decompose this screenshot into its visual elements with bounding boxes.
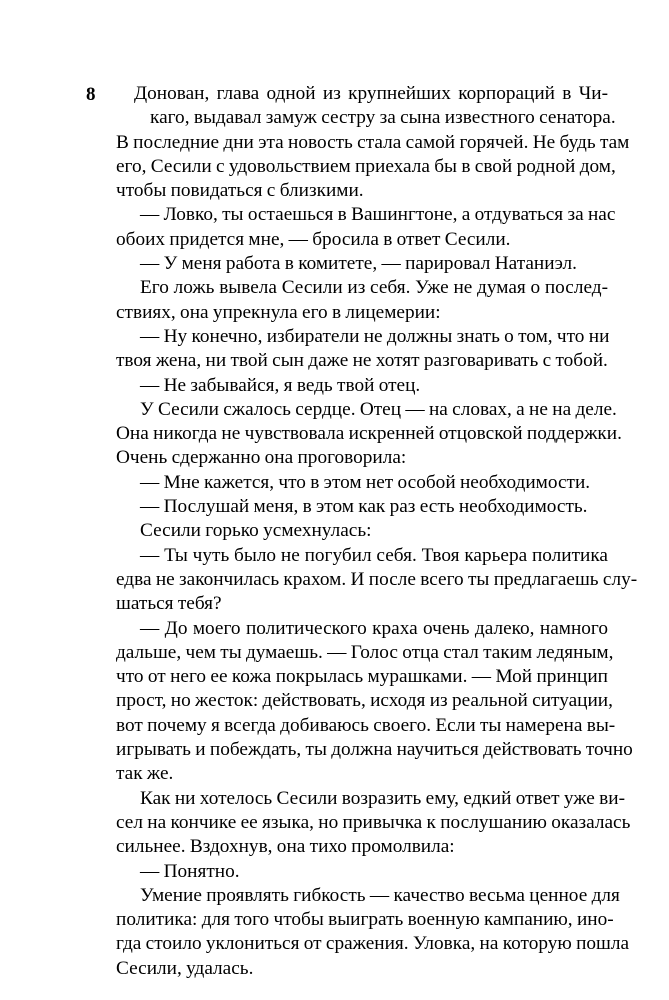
text-line: едва не закончилась крахом. И после всего ты предлагаешь слу-	[116, 568, 638, 590]
text-line: вот почему я всегда добиваюсь своего. Если ты намерена вы-	[116, 714, 616, 736]
page-number: 8	[86, 84, 96, 105]
text-line: — Не забывайся, я ведь твой отец.	[140, 374, 421, 396]
text-line: Его ложь вывела Сесили из себя. Уже не думая о послед-	[140, 277, 608, 299]
text-line: Сесили горько усмехнулась:	[140, 520, 372, 542]
text-line: Она никогда не чувствовала искренней отцовской поддержки.	[116, 423, 622, 445]
text-line: его, Сесили с удовольствием приехала бы в свой родной дом,	[116, 155, 616, 177]
text-line: Донован, глава одной из крупнейших корпораций в Чи-	[134, 83, 608, 104]
text-line: — До моего политического краха очень далеко, намного	[140, 617, 608, 639]
text-line: гда стоило уклониться от сражения. Уловка, на которую пошла	[116, 933, 630, 955]
page-body-text	[116, 82, 638, 981]
text-line: — Мне кажется, что в этом нет особой необходимости.	[140, 471, 591, 493]
text-line: — Ты чуть было не погубил себя. Твоя карьера политика	[140, 544, 608, 566]
text-line: сел на кончике ее языка, но привычка к послушанию оказалась	[116, 811, 631, 833]
text-line: Умение проявлять гибкость — качество весьма ценное для	[140, 884, 620, 906]
text-line: обоих придется мне, — бросила в ответ Сесили.	[116, 228, 511, 250]
text-line: прост, но жесток: действовать, исходя из реальной ситуации,	[116, 690, 613, 712]
text-line: — Ну конечно, избиратели не должны знать о том, что ни	[140, 325, 610, 347]
text-line: каго, выдавал замуж сестру за сына известного сенатора.	[150, 107, 616, 129]
text-line: чтобы повидаться с близкими.	[116, 180, 364, 202]
text-line: игрывать и побеждать, ты должна научиться действовать точно	[116, 739, 633, 761]
text-line: Очень сдержанно она проговорила:	[116, 447, 407, 469]
text-line: так же.	[116, 763, 174, 785]
text-line: политика: для того чтобы выиграть военную кампанию, ино-	[116, 909, 614, 931]
text-line: Сесили, удалась.	[116, 957, 254, 979]
text-line: дальше, чем ты думаешь. — Голос отца стал таким ледяным,	[116, 641, 614, 663]
text-line: ствиях, она упрекнула его в лицемерии:	[116, 301, 441, 323]
text-line: твоя жена, ни твой сын даже не хотят разговаривать с тобой.	[116, 350, 608, 372]
text-line: В последние дни эта новость стала самой горячей. Не будь там	[116, 131, 630, 153]
text-line: У Сесили сжалось сердце. Отец — на словах, а не на деле.	[140, 398, 617, 420]
text-line: — Послушай меня, в этом как раз есть необходимость.	[140, 496, 588, 518]
text-line: что от него ее кожа покрылась мурашками. — Мой принцип	[116, 666, 608, 688]
text-line: — Ловко, ты остаешься в Вашингтоне, а отдуваться за нас	[140, 204, 616, 226]
text-line: сильнее. Вздохнув, она тихо промолвила:	[116, 836, 455, 858]
text-line: шаться тебя?	[116, 593, 222, 615]
text-line: — У меня работа в комитете, — парировал Натаниэл.	[140, 253, 577, 275]
text-line: Как ни хотелось Сесили возразить ему, едкий ответ уже ви-	[140, 787, 626, 809]
text-line: — Понятно.	[140, 860, 240, 882]
